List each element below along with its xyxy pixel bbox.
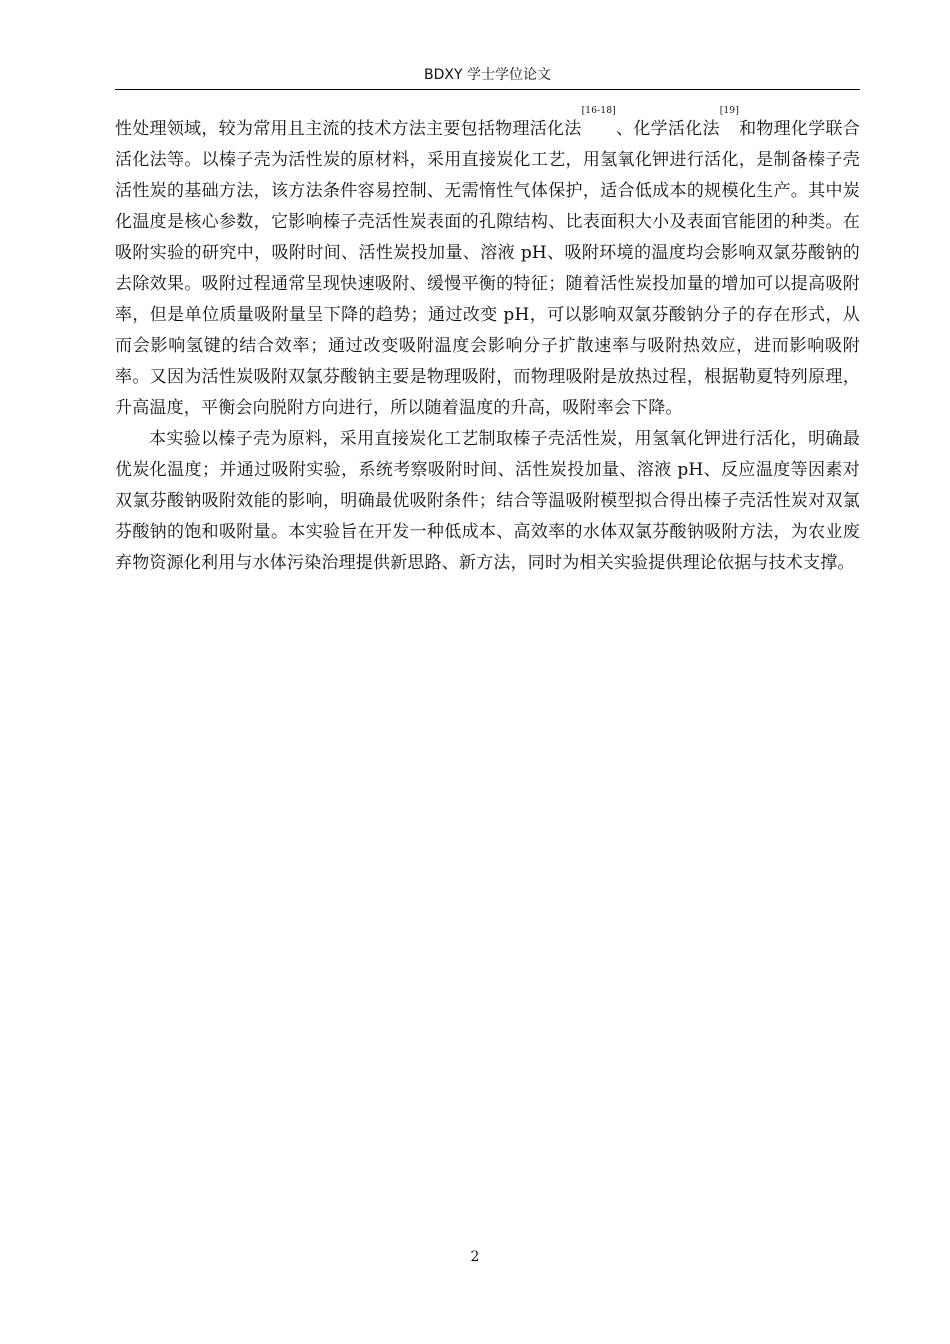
citation-ref[interactable]: [16-18] (581, 106, 616, 116)
paragraph-text: 性处理领域，较为常用且主流的技术方法主要包括物理活化法 (115, 119, 582, 139)
paragraph-continued (115, 106, 860, 424)
paragraph-text: 和物理化学联合活化法等。以榛子壳为活性炭的原材料，采用直接炭化工艺，用氢氧化钾进行活化，是制备榛子壳活性炭的基础方法，该方法条件容易控制、无需惰性气体保护，适合低成本的规模化生产。其中炭化温度是核心参数，它影响榛子壳活性炭表面的孔隙结构、比表面积大小及表面官能团的种类。在吸附实验的研究中，吸附时间、活性炭投加量、溶液 pH、吸附环境的温度均会影响双氯芬酸钠的去除效果。吸附过程通常呈现快速吸附、缓慢平衡的特征；随着活性炭投加量的增加可以提高吸附率，但是单位质量吸附量呈下降的趋势；通过改变 pH，可以影响双氯芬酸钠分子的存在形式，从而会影响氢键的结合效率；通过改变吸附温度会影响分子扩散速率与吸附热效应，进而影响吸附率。又因为活性炭吸附双氯芬酸钠主要是物理吸附，而物理吸附是放热过程，根据勒夏特列原理，升高温度，平衡会向脱附方向进行，所以随着温度的升高，吸附率会下降。 (115, 119, 860, 418)
header-divider (115, 89, 860, 90)
paragraph-experiment-overview: 本实验以榛子壳为原料，采用直接炭化工艺制取榛子壳活性炭，用氢氧化钾进行活化，明确最优炭化温度；并通过吸附实验，系统考察吸附时间、活性炭投加量、溶液 pH、反应温度等因素对双氯芬酸钠吸附效能的影响，明确最优吸附条件；结合等温吸附模型拟合得出榛子壳活性炭对双氯芬酸钠的饱和吸附量。本实验旨在开发一种低成本、高效率的水体双氯芬酸钠吸附方法，为农业废弃物资源化利用与水体污染治理提供新思路、新方法，同时为相关实验提供理论依据与技术支撑。 (115, 429, 860, 573)
body-text (115, 106, 860, 579)
citation-ref[interactable]: [19] (719, 106, 740, 116)
running-header: BDXY 学士学位论文 (424, 67, 551, 83)
paragraph-text: 、化学活化法 (615, 119, 720, 139)
page-number: 2 (470, 1249, 480, 1265)
